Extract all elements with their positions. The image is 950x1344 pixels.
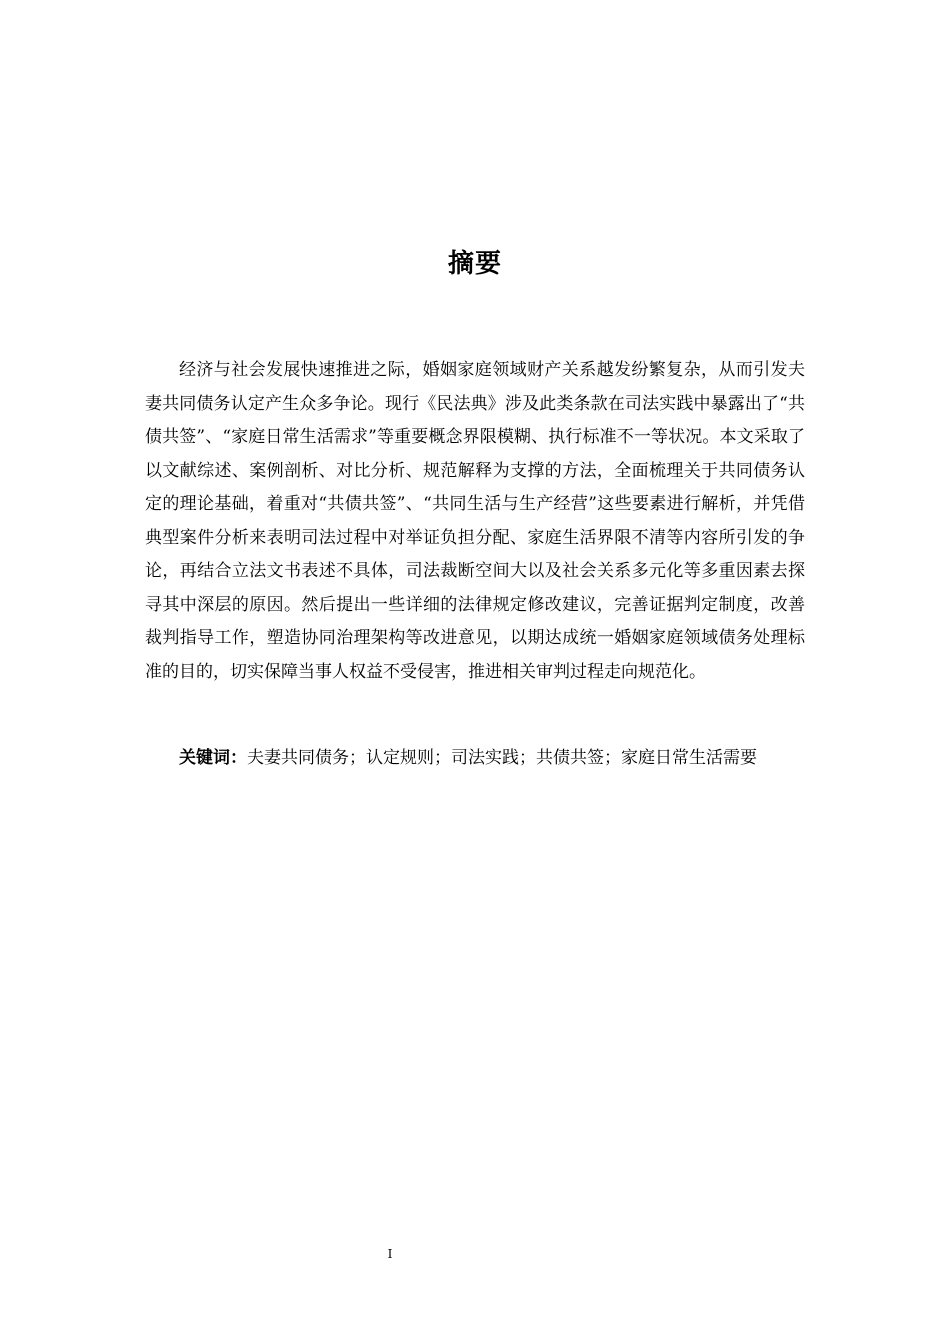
- page-number: I: [387, 1247, 393, 1261]
- keywords-paragraph: [145, 742, 805, 776]
- page-title: 摘要: [447, 249, 502, 279]
- keywords-label: 关键词：: [179, 748, 247, 768]
- keywords-text: 夫妻共同债务；认定规则；司法实践；共债共签；家庭日常生活需要: [247, 748, 757, 768]
- abstract-paragraph: 经济与社会发展快速推进之际，婚姻家庭领域财产关系越发纷繁复杂，从而引发夫妻共同债务认定产生众多争论。现行《民法典》涉及此类条款在司法实践中暴露出了“共债共签”、“家庭日常生活需求”等重要概念界限模糊、执行标准不一等状况。本文采取了以文献综述、案例剖析、对比分析、规范解释为支撑的方法，全面梳理关于共同债务认定的理论基础，着重对“共债共签”、“共同生活与生产经营”这些要素进行解析，并凭借典型案件分析来表明司法过程中对举证负担分配、家庭生活界限不清等内容所引发的争论，再结合立法文书表述不具体，司法裁断空间大以及社会关系多元化等多重因素去探寻其中深层的原因。然后提出一些详细的法律规定修改建议，完善证据判定制度，改善裁判指导工作，塑造协同治理架构等改进意见，以期达成统一婚姻家庭领域债务处理标准的目的，切实保障当事人权益不受侵害，推进相关审判过程走向规范化。: [145, 360, 805, 682]
